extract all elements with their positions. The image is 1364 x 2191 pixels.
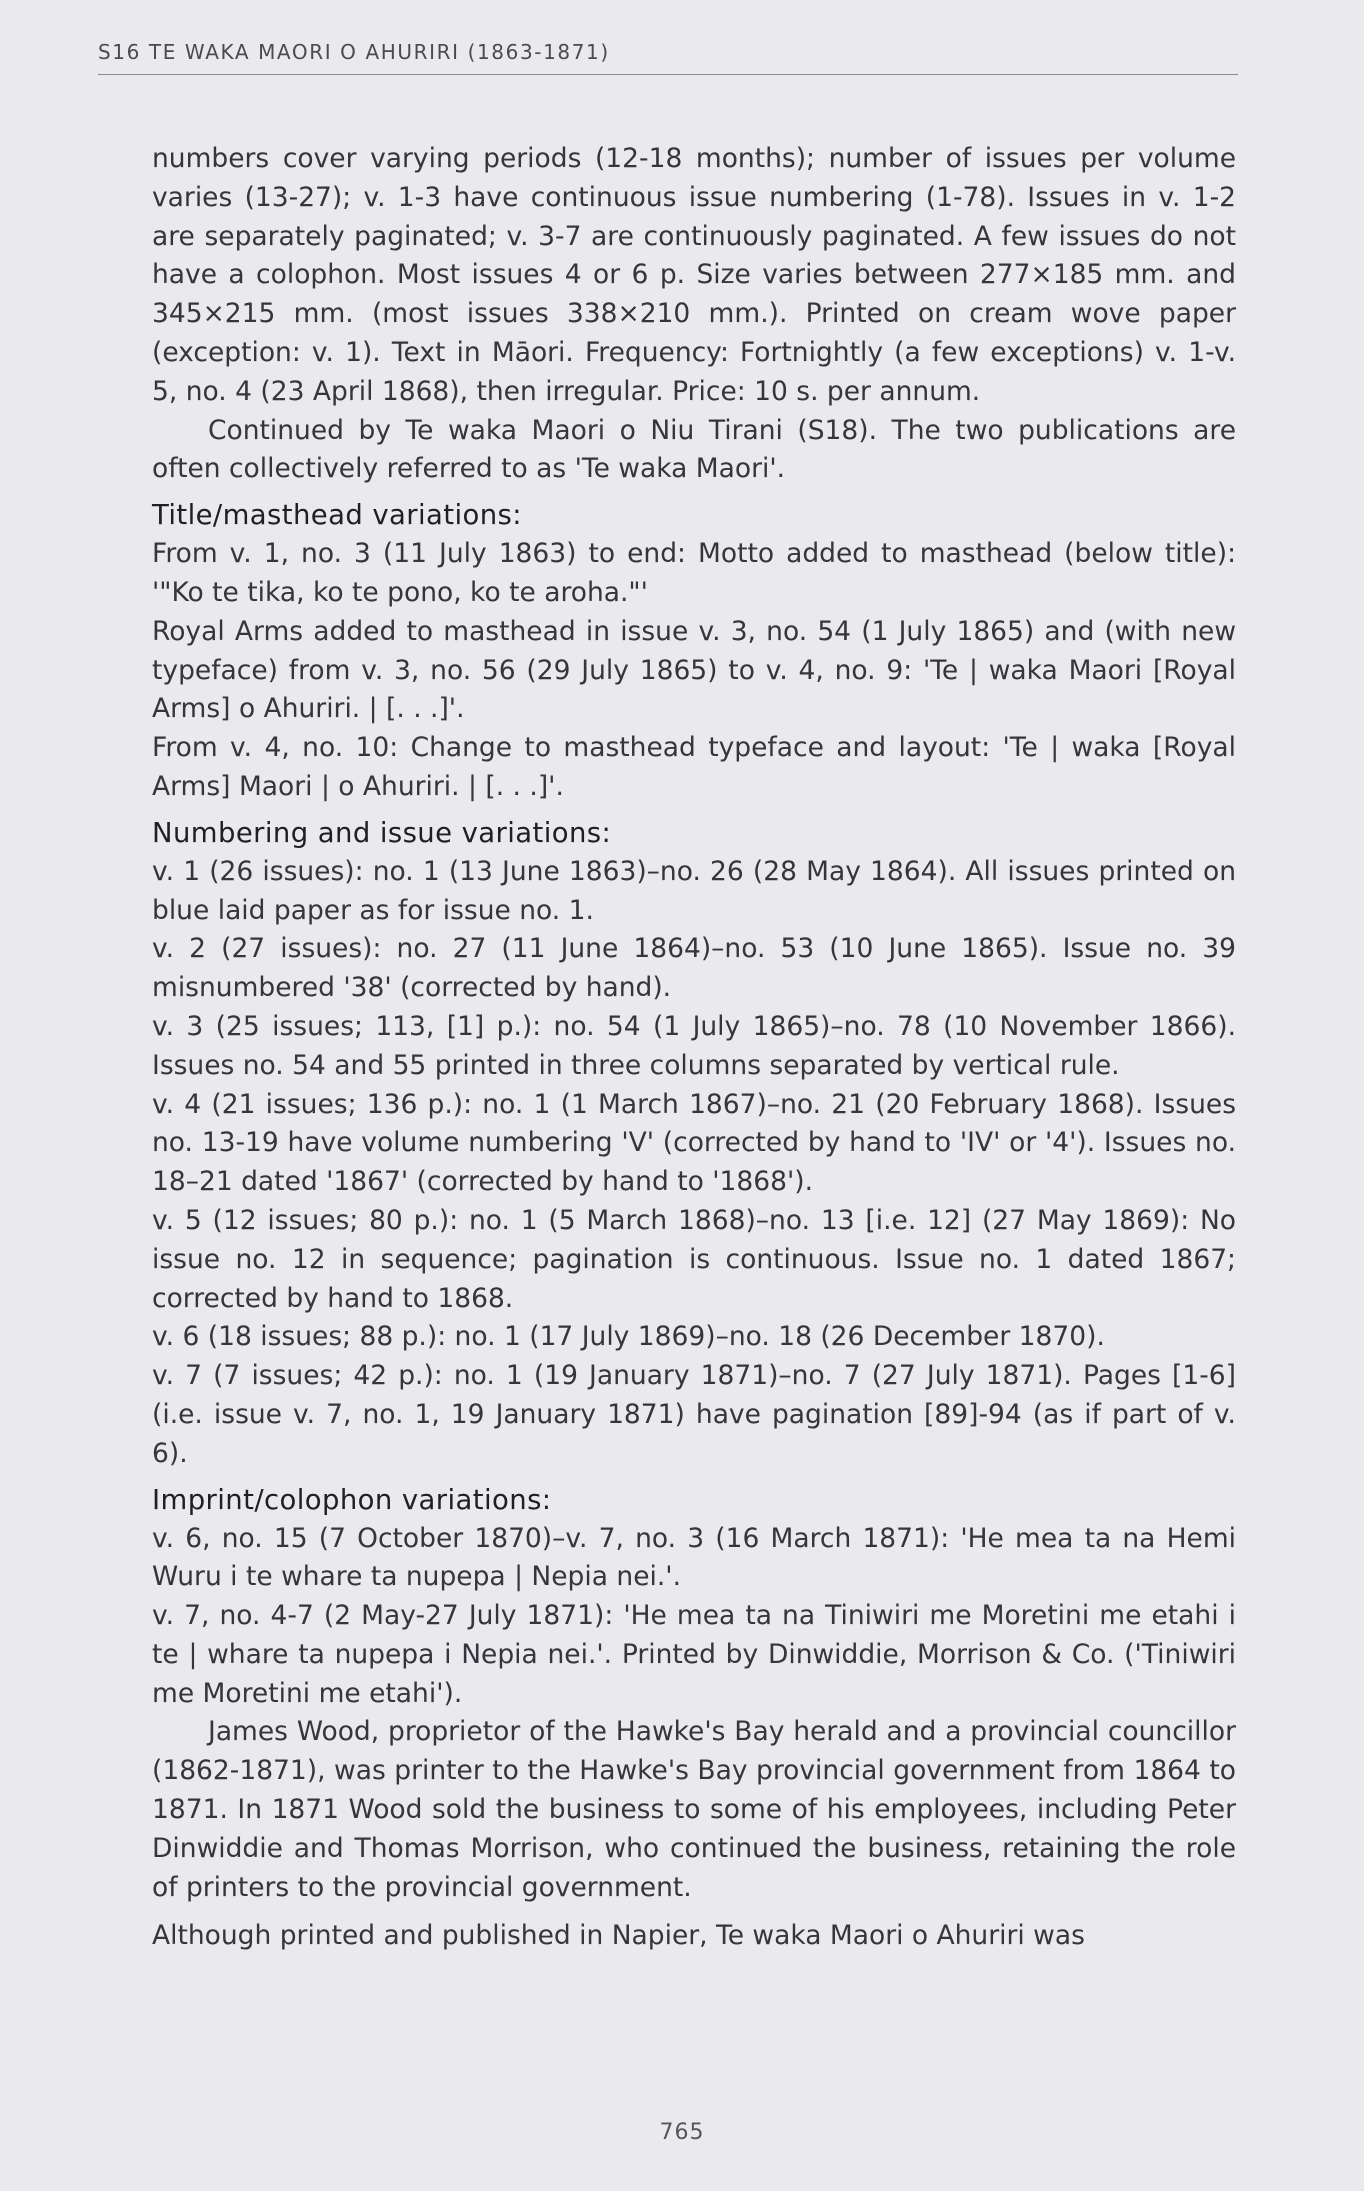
- imprint-variations-heading: Imprint/colophon variations:: [152, 1483, 552, 1516]
- numbering-item: v. 7 (7 issues; 42 p.): no. 1 (19 January 1871)–no. 7 (27 July 1871). Pages [1-6] (i.e. issue v. 7, no. 1, 19 January 1871) have pagination [89]-94 (as if part of v. 6).: [152, 1360, 1236, 1469]
- page-body: [152, 140, 1236, 1956]
- continuation-note: Continued by Te waka Maori o Niu Tirani (S18). The two publications are often collectively referred to as 'Te waka Maori'.: [152, 414, 1236, 485]
- numbering-variations-heading: Numbering and issue variations:: [152, 816, 612, 849]
- title-variation-item: Royal Arms added to masthead in issue v. 3, no. 54 (1 July 1865) and (with new typeface) from v. 3, no. 56 (29 July 1865) to v. 4, no. 9: 'Te | waka Maori [Royal Arms] o Ahuriri. | [. . .]'.: [152, 615, 1236, 725]
- numbering-item: v. 1 (26 issues): no. 1 (13 June 1863)–no. 26 (28 May 1864). All issues printed on blue laid paper as for issue no. 1.: [152, 855, 1236, 926]
- numbering-item: v. 6 (18 issues; 88 p.): no. 1 (17 July 1869)–no. 18 (26 December 1870).: [152, 1321, 1105, 1353]
- numbering-item: v. 5 (12 issues; 80 p.): no. 1 (5 March 1868)–no. 13 [i.e. 12] (27 May 1869): No issue no. 12 in sequence; pagination is continuous. Issue no. 1 dated 1867; corrected by hand to 1868.: [152, 1204, 1236, 1314]
- title-variations-heading: Title/masthead variations:: [152, 499, 522, 532]
- history-paragraph: James Wood, proprietor of the Hawke's Bay herald and a provincial councillor (1862-1871), was printer to the Hawke's Bay provincial government from 1864 to 1871. In 1871 Wood sold the business to some of his employees, including Peter Dinwiddie and Thomas Morrison, who continued the business, retaining the role of printers to the provincial government.: [152, 1716, 1236, 1903]
- numbering-item: v. 2 (27 issues): no. 27 (11 June 1864)–no. 53 (10 June 1865). Issue no. 39 misnumbered '38' (corrected by hand).: [152, 933, 1236, 1004]
- imprint-item: v. 7, no. 4-7 (2 May-27 July 1871): 'He mea ta na Tiniwiri me Moretini me etahi i te | whare ta nupepa i Nepia nei.'. Printed by Dinwiddie, Morrison & Co. ('Tiniwiri me Moretini me etahi').: [152, 1600, 1236, 1709]
- title-variation-item: From v. 4, no. 10: Change to masthead typeface and layout: 'Te | waka [Royal Arms] Maori | o Ahuriri. | [. . .]'.: [152, 732, 1236, 802]
- page-number: 765: [659, 2120, 705, 2145]
- imprint-item: v. 6, no. 15 (7 October 1870)–v. 7, no. 3 (16 March 1871): 'He mea ta na Hemi Wuru i te whare ta nupepa | Nepia nei.'.: [152, 1522, 1236, 1593]
- numbering-item: v. 3 (25 issues; 113, [1] p.): no. 54 (1 July 1865)–no. 78 (10 November 1866). Issues no. 54 and 55 printed in three columns separated by vertical rule.: [152, 1010, 1236, 1081]
- description-paragraph: numbers cover varying periods (12-18 months); number of issues per volume varies (13-27); v. 1-3 have continuous issue numbering (1-78). Issues in v. 1-2 are separately paginated; v. 3-7 are continuously paginated. A few issues do not have a colophon. Most issues 4 or 6 p. Size varies between 277×185 mm. and 345×215 mm. (most issues 338×210 mm.). Printed on cream wove paper (exception: v. 1). Text in Māori. Frequency: Fortnightly (a few exceptions) v. 1-v. 5, no. 4 (23 April 1868), then irregular. Price: 10 s. per annum.: [152, 143, 1236, 407]
- title-variation-item: From v. 1, no. 3 (11 July 1863) to end: Motto added to masthead (below title): '"Ko te tika, ko te pono, ko te aroha."': [152, 538, 1236, 608]
- history-paragraph-continued: Although printed and published in Napier, Te waka Maori o Ahuriri was: [152, 1920, 1085, 1952]
- running-head: S16 TE WAKA MAORI O AHURIRI (1863-1871): [98, 40, 1238, 75]
- numbering-item: v. 4 (21 issues; 136 p.): no. 1 (1 March 1867)–no. 21 (20 February 1868). Issues no. 13-19 have volume numbering 'V' (corrected by hand to 'IV' or '4'). Issues no. 18–21 dated '1867' (corrected by hand to '1868').: [152, 1088, 1236, 1198]
